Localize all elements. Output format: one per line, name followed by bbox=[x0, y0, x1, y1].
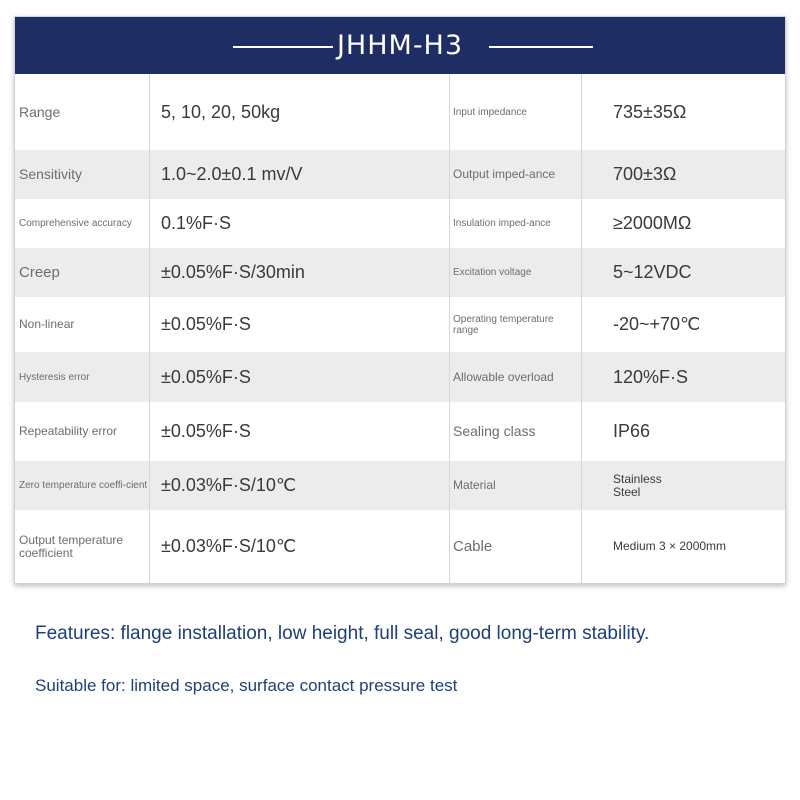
model-title: JHHM-H3 bbox=[336, 30, 464, 61]
spec-label: Non-linear bbox=[19, 317, 75, 331]
spec-label: Material bbox=[453, 478, 496, 492]
spec-row-sensitivity bbox=[15, 150, 785, 199]
spec-label: Comprehensive accuracy bbox=[19, 218, 132, 229]
spec-value: 5~12VDC bbox=[613, 262, 692, 282]
spec-value: ±0.05%F·S bbox=[161, 366, 251, 387]
spec-label: Insulation imped-ance bbox=[453, 218, 551, 229]
spec-value: Medium 3 × 2000mm bbox=[613, 539, 727, 553]
spec-value: ±0.03%F·S/10℃ bbox=[161, 475, 297, 495]
spec-label: Operating temperature range bbox=[453, 313, 554, 336]
spec-label: Sensitivity bbox=[19, 166, 83, 182]
spec-row-nonlinear bbox=[15, 297, 785, 352]
spec-label: Zero temperature coeffi-cient bbox=[19, 480, 148, 491]
spec-row-hysteresis bbox=[15, 352, 785, 402]
spec-row-output-temp bbox=[15, 510, 785, 583]
spec-value: ±0.05%F·S bbox=[161, 314, 251, 334]
spec-row-range bbox=[15, 74, 785, 150]
spec-row-accuracy bbox=[15, 199, 785, 248]
spec-value: ≥2000MΩ bbox=[613, 213, 692, 233]
spec-label: Excitation voltage bbox=[453, 267, 532, 278]
spec-label: Hysteresis error bbox=[19, 371, 90, 383]
spec-label: Output temperature coefficient bbox=[19, 532, 124, 560]
column-divider bbox=[449, 74, 450, 583]
spec-label: Creep bbox=[19, 264, 60, 281]
spec-label: Range bbox=[19, 103, 61, 120]
spec-label: Allowable overload bbox=[453, 369, 554, 384]
spec-row-repeatability bbox=[15, 402, 785, 461]
spec-label: Cable bbox=[453, 538, 493, 555]
spec-value: ±0.05%F·S bbox=[161, 421, 251, 441]
spec-value: -20~+70℃ bbox=[613, 314, 701, 334]
spec-value: ±0.05%F·S/30min bbox=[161, 262, 305, 282]
header-divider-right bbox=[489, 46, 593, 48]
column-divider bbox=[149, 74, 150, 583]
spec-label: Input impedance bbox=[453, 106, 527, 118]
features-text: Features: flange installation, low height, full seal, good long-term stability. bbox=[35, 623, 650, 644]
spec-card bbox=[14, 16, 786, 584]
column-divider bbox=[581, 74, 582, 583]
spec-label: Sealing class bbox=[453, 423, 536, 439]
spec-value: 0.1%F·S bbox=[161, 213, 232, 233]
spec-value: 700±3Ω bbox=[613, 164, 677, 184]
suitable-text: Suitable for: limited space, surface contact pressure test bbox=[35, 676, 458, 695]
spec-value: 120%F·S bbox=[613, 366, 689, 387]
spec-value: 5, 10, 20, 50kg bbox=[161, 101, 281, 122]
spec-row-creep bbox=[15, 248, 785, 297]
spec-value: 735±35Ω bbox=[613, 101, 687, 122]
spec-label: Output imped-ance bbox=[453, 167, 556, 181]
spec-table bbox=[15, 74, 785, 583]
spec-value: Stainless Steel bbox=[613, 471, 662, 499]
spec-value: IP66 bbox=[613, 421, 651, 441]
spec-header bbox=[15, 17, 785, 74]
spec-value: ±0.03%F·S/10℃ bbox=[161, 536, 297, 556]
spec-value: 1.0~2.0±0.1 mv/V bbox=[161, 164, 303, 184]
spec-row-zero-temp bbox=[15, 461, 785, 510]
spec-label: Repeatability error bbox=[19, 424, 118, 438]
